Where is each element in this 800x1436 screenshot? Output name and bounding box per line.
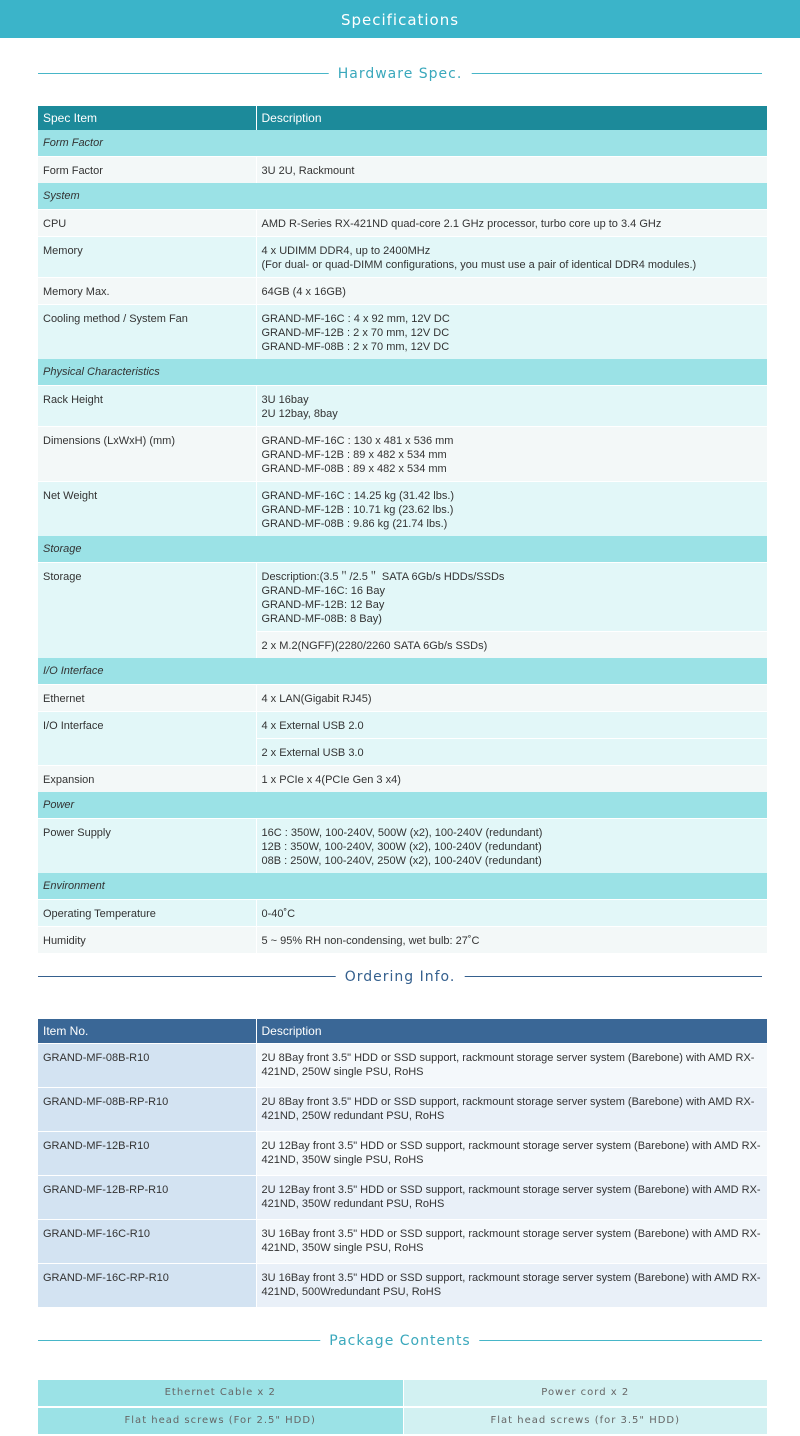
spec-label: Expansion — [38, 766, 256, 793]
category-environment: Environment — [38, 873, 767, 900]
value-line: 3U 16Bay front 3.5" HDD or SSD support, rackmount storage server system (Barebone) with AMD RX- — [261, 1272, 761, 1284]
spec-value — [256, 563, 767, 632]
banner-title: Specifications — [340, 11, 460, 29]
value-line: GRAND-MF-16C : 14.25 kg (31.42 lbs.) — [261, 490, 455, 502]
spec-label: I/O Interface — [38, 712, 256, 766]
ordering-info-heading — [38, 967, 762, 987]
spec-value — [256, 427, 767, 482]
table-row — [38, 278, 767, 305]
category-row — [38, 359, 767, 386]
spec-label: Rack Height — [38, 386, 256, 427]
table-row — [38, 712, 767, 739]
spec-label: CPU — [38, 210, 256, 237]
category-row — [38, 792, 767, 819]
value-line: 12B : 350W, 100-240V, 300W (x2), 100-240V (redundant) — [261, 841, 542, 853]
spec-value: 4 x LAN(Gigabit RJ45) — [256, 685, 767, 712]
spec-value: 2 x M.2(NGFF)(2280/2260 SATA 6Gb/s SSDs) — [256, 632, 767, 659]
table-row — [38, 305, 767, 360]
value-line: GRAND-MF-08B: 8 Bay) — [261, 613, 382, 625]
value-line: 3U 16bay — [261, 394, 309, 406]
table-row — [38, 1264, 767, 1308]
spec-label: Humidity — [38, 927, 256, 954]
spec-value — [256, 305, 767, 360]
package-row — [38, 1380, 767, 1407]
category-form-factor: Form Factor — [38, 130, 767, 157]
value-line: 421ND, 250W single PSU, RoHS — [261, 1066, 424, 1078]
table-header — [38, 106, 767, 130]
item-number: GRAND-MF-08B-RP-R10 — [38, 1088, 256, 1132]
spec-value: AMD R-Series RX-421ND quad-core 2.1 GHz processor, turbo core up to 3.4 GHz — [256, 210, 767, 237]
package-item: Flat head screws (for 3.5" HDD) — [403, 1407, 767, 1435]
value-line: GRAND-MF-12B : 2 x 70 mm, 12V DC — [261, 327, 450, 339]
category-io: I/O Interface — [38, 658, 767, 685]
package-contents-heading — [38, 1331, 762, 1351]
item-number: GRAND-MF-16C-RP-R10 — [38, 1264, 256, 1308]
spec-label: Dimensions (LxWxH) (mm) — [38, 427, 256, 482]
value-line: GRAND-MF-08B : 89 x 482 x 534 mm — [261, 463, 447, 475]
table-row — [38, 927, 767, 954]
item-description — [256, 1176, 767, 1220]
item-number: GRAND-MF-12B-R10 — [38, 1132, 256, 1176]
value-line: 421ND, 500Wredundant PSU, RoHS — [261, 1286, 442, 1298]
spec-value: 64GB (4 x 16GB) — [256, 278, 767, 305]
category-row — [38, 873, 767, 900]
value-line: 08B : 250W, 100-240V, 250W (x2), 100-240V (redundant) — [261, 855, 542, 867]
table-row — [38, 685, 767, 712]
table-row — [38, 1220, 767, 1264]
value-line: GRAND-MF-08B : 9.86 kg (21.74 lbs.) — [261, 518, 448, 530]
value-line: 421ND, 350W single PSU, RoHS — [261, 1154, 424, 1166]
value-line: GRAND-MF-08B : 2 x 70 mm, 12V DC — [261, 341, 450, 353]
spec-label: Ethernet — [38, 685, 256, 712]
spec-value: 1 x PCIe x 4(PCIe Gen 3 x4) — [256, 766, 767, 793]
table-row — [38, 482, 767, 537]
table-row — [38, 1176, 767, 1220]
table-header — [38, 1019, 767, 1044]
package-contents-table — [38, 1380, 767, 1436]
category-row — [38, 130, 767, 157]
header-description: Description — [256, 1019, 767, 1044]
table-row — [38, 210, 767, 237]
spec-value: 0-40˚C — [256, 900, 767, 927]
value-line: 421ND, 250W redundant PSU, RoHS — [261, 1110, 445, 1122]
spec-label: Memory Max. — [38, 278, 256, 305]
value-line: 3U 16Bay front 3.5" HDD or SSD support, rackmount storage server system (Barebone) with AMD RX- — [261, 1228, 761, 1240]
category-row — [38, 183, 767, 210]
category-physical: Physical Characteristics — [38, 359, 767, 386]
value-line: 4 x UDIMM DDR4, up to 2400MHz — [261, 245, 431, 257]
value-line: GRAND-MF-12B: 12 Bay — [261, 599, 385, 611]
spec-label: Net Weight — [38, 482, 256, 537]
table-row — [38, 900, 767, 927]
item-number: GRAND-MF-16C-R10 — [38, 1220, 256, 1264]
value-line: Description:(3.5＂/2.5＂ SATA 6Gb/s HDDs/SSDs — [261, 571, 505, 583]
spec-value: 2 x External USB 3.0 — [256, 739, 767, 766]
value-line: 421ND, 350W single PSU, RoHS — [261, 1242, 424, 1254]
package-contents-title: Package Contents — [320, 1331, 479, 1351]
package-row — [38, 1407, 767, 1435]
item-description — [256, 1220, 767, 1264]
spec-label: Storage — [38, 563, 256, 659]
category-system: System — [38, 183, 767, 210]
item-description — [256, 1088, 767, 1132]
table-row — [38, 237, 767, 278]
table-row — [38, 1132, 767, 1176]
table-row — [38, 563, 767, 632]
ordering-table — [38, 1019, 767, 1307]
value-line: 2U 12Bay front 3.5" HDD or SSD support, rackmount storage server system (Barebone) with AMD RX- — [261, 1140, 761, 1152]
value-line: GRAND-MF-16C : 130 x 481 x 536 mm — [261, 435, 454, 447]
package-item: Power cord x 2 — [403, 1380, 767, 1407]
value-line: 421ND, 350W redundant PSU, RoHS — [261, 1198, 445, 1210]
value-line: 2U 8Bay front 3.5" HDD or SSD support, rackmount storage server system (Barebone) with AMD RX- — [261, 1052, 755, 1064]
spec-value: 4 x External USB 2.0 — [256, 712, 767, 739]
value-line: 16C : 350W, 100-240V, 500W (x2), 100-240V (redundant) — [261, 827, 543, 839]
table-row — [38, 157, 767, 184]
value-line: GRAND-MF-16C : 4 x 92 mm, 12V DC — [261, 313, 450, 325]
spec-value — [256, 482, 767, 537]
hardware-spec-heading — [38, 64, 762, 84]
table-row — [38, 427, 767, 482]
spec-label: Cooling method / System Fan — [38, 305, 256, 360]
specifications-banner — [0, 0, 800, 38]
spec-value — [256, 237, 767, 278]
header-spec-item: Spec Item — [38, 106, 256, 130]
spec-value: 5 ~ 95% RH non-condensing, wet bulb: 27˚C — [256, 927, 767, 954]
value-line: GRAND-MF-16C: 16 Bay — [261, 585, 385, 597]
item-number: GRAND-MF-12B-RP-R10 — [38, 1176, 256, 1220]
table-row — [38, 1088, 767, 1132]
category-power: Power — [38, 792, 767, 819]
table-row — [38, 386, 767, 427]
package-item: Ethernet Cable x 2 — [38, 1380, 403, 1407]
item-description — [256, 1044, 767, 1088]
spec-label: Form Factor — [38, 157, 256, 184]
value-line: 2U 12Bay front 3.5" HDD or SSD support, rackmount storage server system (Barebone) with AMD RX- — [261, 1184, 761, 1196]
spec-value: 3U 2U, Rackmount — [256, 157, 767, 184]
spec-label: Operating Temperature — [38, 900, 256, 927]
value-line: 2U 8Bay front 3.5" HDD or SSD support, rackmount storage server system (Barebone) with AMD RX- — [261, 1096, 755, 1108]
spec-value — [256, 386, 767, 427]
spec-label: Power Supply — [38, 819, 256, 874]
value-line: GRAND-MF-12B : 89 x 482 x 534 mm — [261, 449, 447, 461]
table-row — [38, 1044, 767, 1088]
hardware-spec-table — [38, 106, 768, 953]
item-number: GRAND-MF-08B-R10 — [38, 1044, 256, 1088]
ordering-info-title: Ordering Info. — [336, 967, 465, 987]
package-item: Flat head screws (For 2.5" HDD) — [38, 1407, 403, 1435]
table-row — [38, 766, 767, 793]
spec-value — [256, 819, 767, 874]
category-storage: Storage — [38, 536, 767, 563]
hardware-spec-title: Hardware Spec. — [329, 64, 472, 84]
value-line: GRAND-MF-12B : 10.71 kg (23.62 lbs.) — [261, 504, 454, 516]
value-line: 2U 12bay, 8bay — [261, 408, 338, 420]
table-row — [38, 819, 767, 874]
category-row — [38, 658, 767, 685]
category-row — [38, 536, 767, 563]
header-description: Description — [256, 106, 767, 130]
item-description — [256, 1264, 767, 1308]
header-item-no: Item No. — [38, 1019, 256, 1044]
value-line: (For dual- or quad-DIMM configurations, you must use a pair of identical DDR4 modules.) — [261, 259, 697, 271]
item-description — [256, 1132, 767, 1176]
spec-label: Memory — [38, 237, 256, 278]
